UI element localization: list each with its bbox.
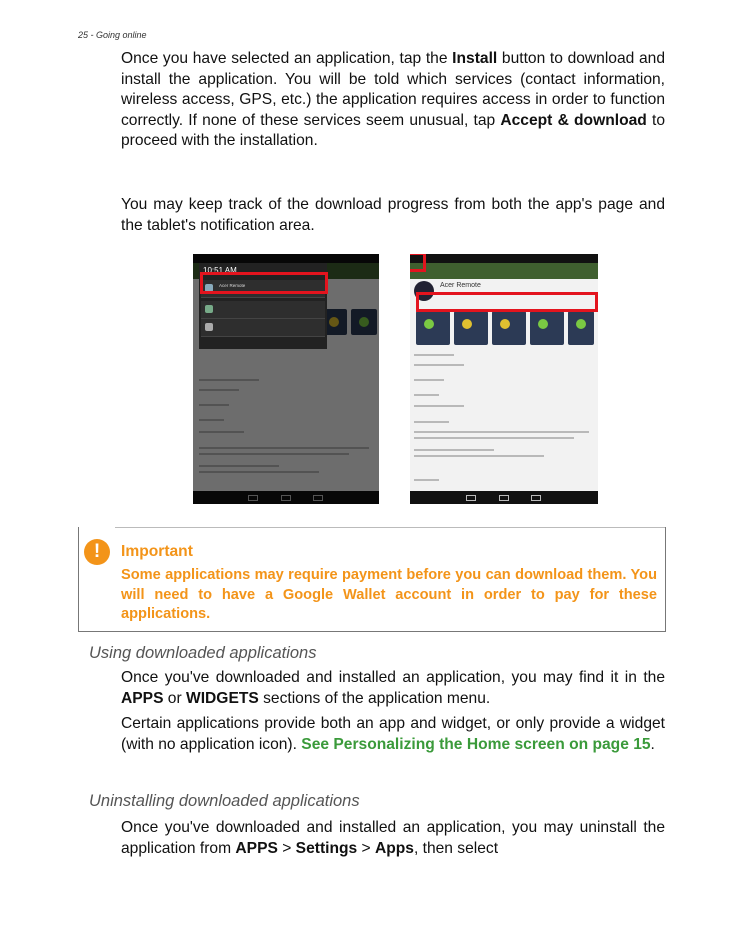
text-line: [414, 479, 439, 481]
text-line: [414, 364, 464, 366]
text-run: to proceed with the installation.: [121, 111, 666, 150]
app-tile: [454, 311, 488, 345]
text-line: [414, 449, 494, 451]
highlight-download-progress: [416, 292, 598, 312]
text-line: [414, 354, 454, 356]
home-icon[interactable]: [499, 495, 509, 501]
text-line: [414, 379, 444, 381]
notification-label: Acer Remote: [219, 283, 246, 288]
link-personalizing-home[interactable]: See Personalizing the Home screen on page 15: [301, 735, 651, 753]
notification-usb-debugging[interactable]: [201, 301, 325, 319]
section-heading-uninstalling: Uninstalling downloaded applications: [89, 792, 360, 810]
bold-settings: Settings: [295, 839, 358, 857]
text-run: >: [357, 839, 375, 857]
bold-install: Install: [452, 50, 498, 67]
text-line: [414, 394, 439, 396]
text-run: button to download and install the application. You will be told which services (contact information, wireless access, GPS, etc.) the application requires access in order to function correctly. If none of these services seem unusual, tap: [121, 50, 666, 129]
paragraph-install: [121, 49, 665, 152]
action-bar: [410, 263, 598, 279]
paragraph-progress: You may keep track of the download progress from both the app's page and the tablet's notification area.: [121, 196, 665, 234]
navigation-bar: [410, 491, 598, 504]
text-line: [414, 455, 544, 457]
back-icon[interactable]: [466, 495, 476, 501]
text-line: [414, 421, 449, 423]
text-run: Certain applications provide both an app and widget, or only provide a widget (with no application icon).: [121, 715, 665, 753]
section-heading-using: Using downloaded applications: [89, 644, 317, 662]
paragraph-widgets: [121, 714, 665, 755]
bold-apps: APPS: [235, 839, 278, 857]
text-run: Once you've downloaded and installed an application, you may find it in the: [121, 669, 665, 686]
bold-accept-download: Accept & download: [500, 111, 647, 129]
exclamation-icon: !: [84, 539, 110, 565]
highlight-status-icon: [410, 254, 426, 272]
text-line: [414, 431, 589, 433]
text-run: Once you have selected an application, tap the: [121, 50, 453, 67]
text-run: or: [163, 689, 186, 707]
notification-time: 10:51 AM: [203, 266, 237, 275]
text-run: >: [277, 839, 296, 857]
app-tile: [492, 311, 526, 345]
text-line: [414, 437, 574, 439]
page-header: 25 - Going online: [78, 30, 147, 40]
paragraph-uninstall: [121, 818, 665, 859]
bold-apps-menu: Apps: [374, 839, 414, 857]
screenshot-notification-area: [193, 254, 379, 504]
text-run: .: [650, 735, 655, 753]
bold-apps: APPS: [121, 689, 164, 707]
recent-apps-icon[interactable]: [531, 495, 541, 501]
text-run: , then select: [413, 839, 499, 857]
text-line: [414, 405, 464, 407]
paragraph-find-app: [121, 668, 665, 709]
notification-media-device[interactable]: [201, 319, 325, 337]
important-callout: [78, 527, 666, 632]
text-run: sections of the application menu.: [258, 689, 491, 707]
status-bar: [410, 254, 598, 263]
highlight-notification: [200, 272, 328, 294]
text-run: Once you've downloaded and installed an application, you may uninstall the application from: [121, 819, 665, 857]
app-title: Acer Remote: [440, 282, 481, 289]
bold-widgets: WIDGETS: [186, 689, 259, 707]
screenshot-app-page: [410, 254, 598, 504]
app-tile: [416, 311, 450, 345]
important-title: Important: [121, 543, 193, 560]
app-tile: [530, 311, 564, 345]
important-body: Some applications may require payment before you can download them. You will need to have a Google Wallet account in order to pay for these applications.: [121, 567, 657, 622]
app-tile: [568, 311, 594, 345]
